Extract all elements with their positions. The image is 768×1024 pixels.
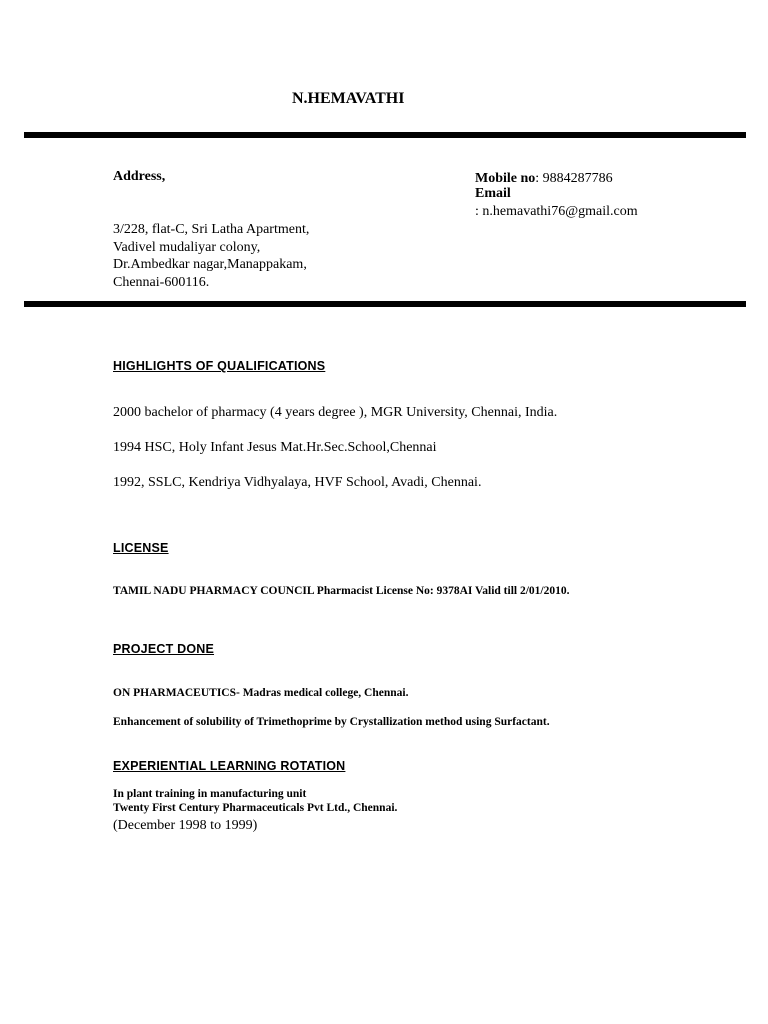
mobile-value: : 9884287786 [535, 171, 613, 186]
experience-line-2: Twenty First Century Pharmaceuticals Pvt Ltd., Chennai. [113, 802, 398, 814]
top-divider [24, 132, 746, 138]
address-line: Dr.Ambedkar nagar,Manappakam, [113, 257, 307, 272]
email-value: : n.hemavathi76@gmail.com [475, 204, 638, 219]
qualification-item: 1994 HSC, Holy Infant Jesus Mat.Hr.Sec.School,Chennai [113, 440, 437, 455]
qualifications-heading: HIGHLIGHTS OF QUALIFICATIONS [113, 359, 326, 373]
address-line: Chennai-600116. [113, 274, 210, 290]
bottom-divider [24, 301, 746, 307]
mobile-label: Mobile no [475, 171, 536, 186]
email-label: Email [475, 186, 511, 201]
candidate-name: N.HEMAVATHI [292, 90, 405, 107]
project-line-1: ON PHARMACEUTICS- Madras medical college, Chennai. [113, 687, 409, 699]
qualification-item: 1992, SSLC, Kendriya Vidhyalaya, HVF School, Avadi, Chennai. [113, 475, 482, 490]
license-text: TAMIL NADU PHARMACY COUNCIL Pharmacist License No: 9378AI Valid till 2/01/2010. [113, 585, 570, 597]
experience-period: (December 1998 to 1999) [113, 818, 258, 833]
address-block [113, 221, 309, 291]
address-line: 3/228, flat-C, Sri Latha Apartment, [113, 222, 310, 237]
license-heading: LICENSE [113, 541, 169, 555]
experience-heading: EXPERIENTIAL LEARNING ROTATION [113, 759, 346, 773]
project-line-2: Enhancement of solubility of Trimethoprime by Crystallization method using Surfactant. [113, 716, 550, 728]
address-label: Address, [113, 169, 166, 184]
address-line: Vadivel mudaliyar colony, [113, 239, 261, 255]
experience-line-1: In plant training in manufacturing unit [113, 788, 307, 800]
mobile-row [475, 169, 613, 187]
project-heading: PROJECT DONE [113, 642, 215, 656]
qualification-item: 2000 bachelor of pharmacy (4 years degree ), MGR University, Chennai, India. [113, 405, 558, 420]
